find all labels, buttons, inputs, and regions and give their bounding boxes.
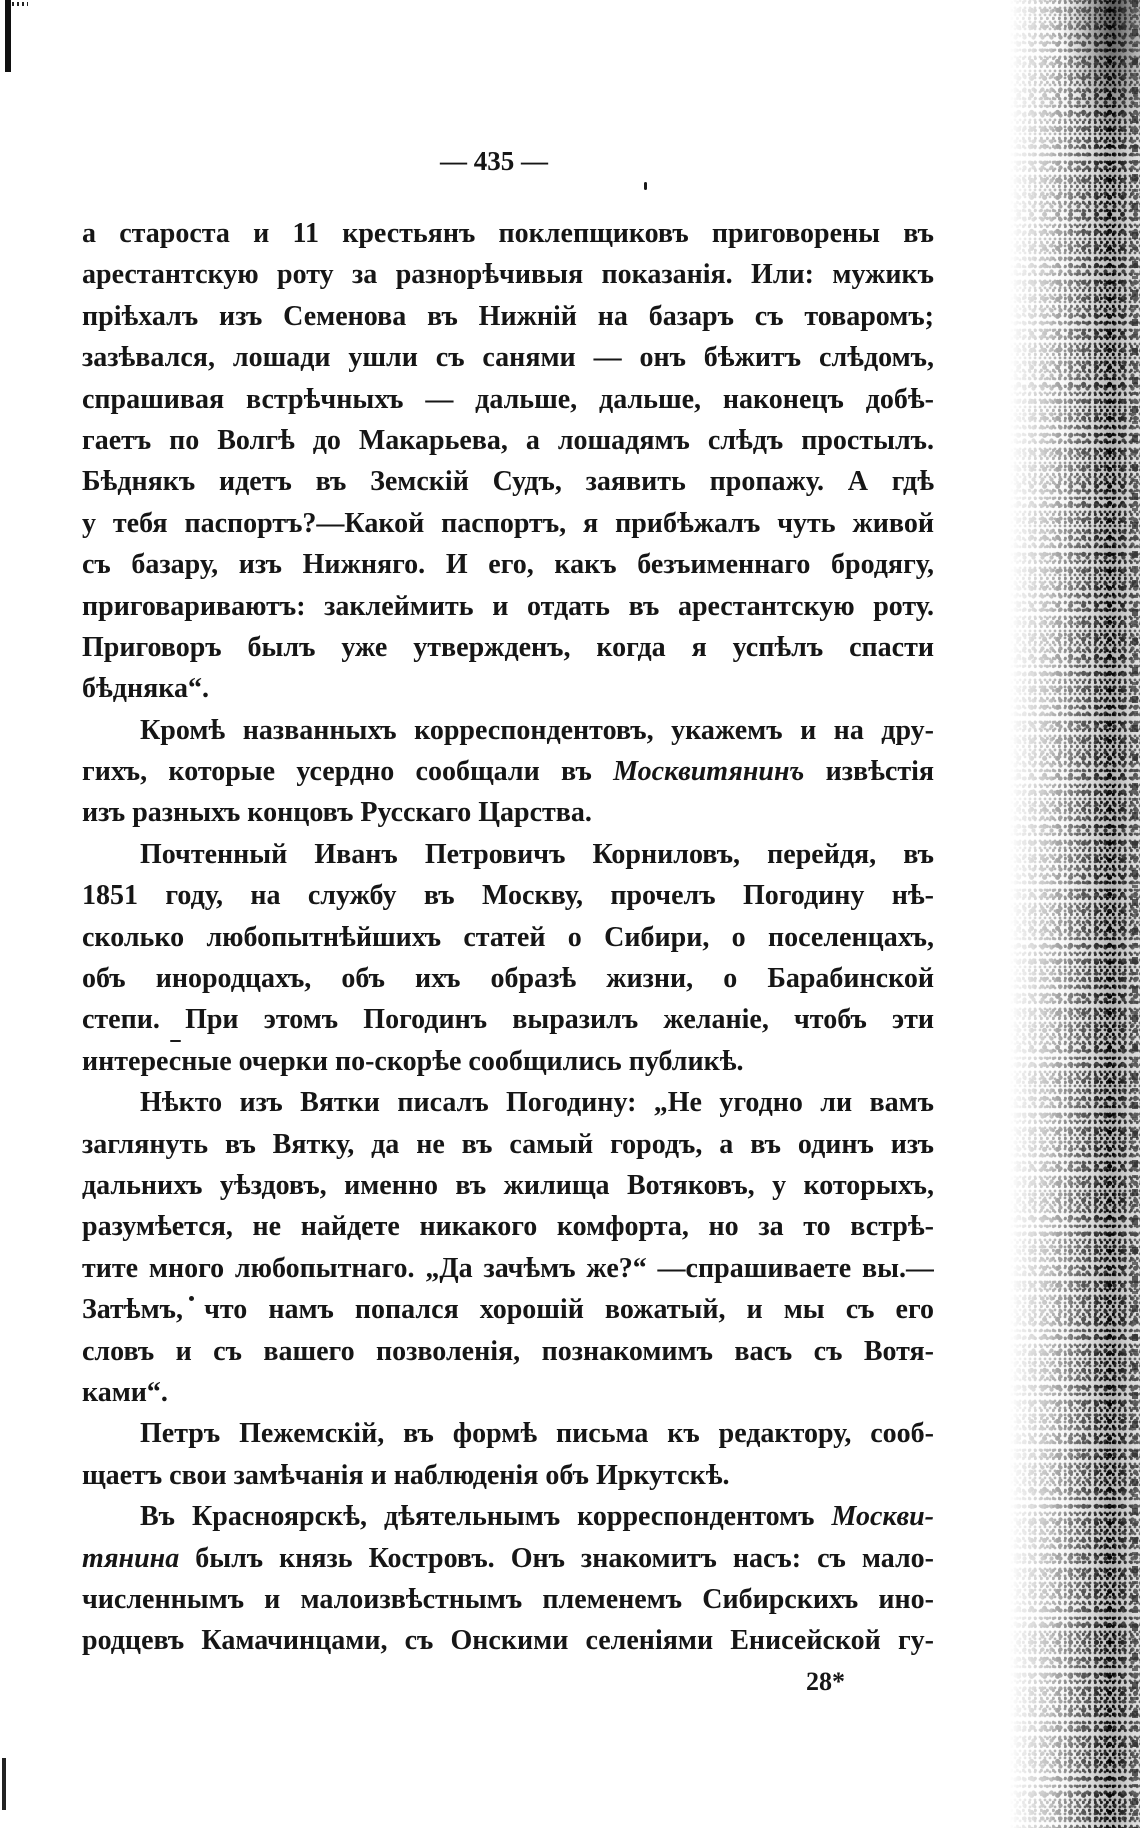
text-segment: гихъ, которые усердно сообщали въ <box>82 756 614 788</box>
periodical-title-italic: тянина <box>82 1542 180 1574</box>
text-line: Бѣднякъ идетъ въ Земскій Судъ, заявить пропажу. А гдѣ <box>82 466 934 498</box>
text-line: бѣдняка“. <box>82 673 209 705</box>
paragraph <box>82 710 934 834</box>
text-line: разумѣется, не найдете никакого комфорта, но за то встрѣ- <box>82 1211 934 1243</box>
text-line: ками“. <box>82 1376 168 1408</box>
text-line: у тебя паспортъ?—Какой паспортъ, я прибѣжалъ чуть живой <box>82 507 934 539</box>
paragraph <box>82 1413 934 1496</box>
text-line: интересные очерки по-скорѣе сообщились публикѣ. <box>82 1045 744 1077</box>
text-line: съ базару, изъ Нижняго. И его, какъ безъименнаго бродягу, <box>82 549 934 581</box>
text-line: родцевъ Камачинцами, съ Онскими селеніями Енисейской гу- <box>82 1625 934 1657</box>
text-line: Нѣкто изъ Вятки писалъ Погодину: „Не угодно ли вамъ <box>140 1087 934 1119</box>
text-line: а староста и 11 крестьянъ поклепщиковъ приговорены въ <box>82 218 934 249</box>
text-line: заглянуть въ Вятку, да не въ самый городъ, а въ одинъ изъ <box>82 1128 934 1160</box>
text-line: тите много любопытнаго. „Да зачѣмъ же?“ —спрашиваете вы.— <box>82 1252 934 1284</box>
body-text <box>82 213 934 1662</box>
text-line: зазѣвался, лошади ушли съ санями — онъ бѣжитъ слѣдомъ, <box>82 342 934 374</box>
text-segment: извѣстія <box>804 756 934 788</box>
scan-speck <box>644 182 647 190</box>
text-line <box>82 1496 934 1537</box>
periodical-title-italic: Москви- <box>831 1501 934 1533</box>
page-number-header: — 435 — <box>440 146 548 176</box>
text-line: Кромѣ названныхъ корреспондентовъ, укажемъ и на дру- <box>140 714 934 746</box>
text-line: пріѣхалъ изъ Семенова въ Нижній на базаръ съ товаромъ; <box>82 300 934 332</box>
paragraph <box>82 1496 934 1662</box>
text-line: объ инородцахъ, объ ихъ образѣ жизни, о Барабинской <box>82 963 934 995</box>
scan-corner-dots <box>12 2 28 6</box>
scan-edge-shadow <box>1010 0 1140 1828</box>
text-line: изъ разныхъ концовъ Русскаго Царства. <box>82 797 592 829</box>
scan-edge-streaks <box>1132 0 1138 1828</box>
periodical-title-italic: Москвитянинъ <box>613 756 805 788</box>
text-segment: былъ князь Костровъ. Онъ знакомитъ насъ: съ мало- <box>179 1542 934 1574</box>
printer-signature-mark: 28* <box>806 1667 845 1696</box>
text-line: численнымъ и малоизвѣстнымъ племенемъ Сибирскихъ ино- <box>82 1583 934 1615</box>
text-line: степи. При этомъ Погодинъ выразилъ желаніе, чтобъ эти <box>82 1004 934 1036</box>
text-line: щаетъ свои замѣчанія и наблюденія объ Иркутскѣ. <box>82 1459 730 1491</box>
text-line: спрашивая встрѣчныхъ — дальше, дальше, наконецъ добѣ- <box>82 383 934 415</box>
scan-bottom-mark <box>2 1758 6 1810</box>
text-line: Затѣмъ, что намъ попался хорошій вожатый, и мы съ его <box>82 1294 934 1326</box>
text-line <box>82 1538 934 1579</box>
text-line: арестантскую роту за разнорѣчивыя показанія. Или: мужикъ <box>82 259 934 291</box>
text-line <box>82 751 934 792</box>
scan-corner-mark <box>5 0 11 72</box>
text-line: 1851 году, на службу въ Москву, прочелъ Погодину нѣ- <box>82 880 934 912</box>
text-line: Почтенный Иванъ Петровичъ Корниловъ, перейдя, въ <box>140 838 934 870</box>
paragraph <box>82 1082 934 1413</box>
text-line: словъ и съ вашего позволенія, познакомимъ васъ съ Вотя- <box>82 1335 934 1367</box>
text-line: сколько любопытнѣйшихъ статей о Сибири, о поселенцахъ, <box>82 921 934 953</box>
paragraph <box>82 213 934 710</box>
text-line: приговариваютъ: заклеймить и отдать въ арестантскую роту. <box>82 590 934 622</box>
text-line: дальнихъ уѣздовъ, именно въ жилища Вотяковъ, у которыхъ, <box>82 1169 934 1201</box>
text-line: гаетъ по Волгѣ до Макарьева, а лошадямъ слѣдъ простылъ. <box>82 424 934 456</box>
text-line: Приговоръ былъ уже утвержденъ, когда я успѣлъ спасти <box>82 631 934 663</box>
text-segment: Въ Красноярскѣ, дѣятельнымъ корреспондентомъ <box>140 1501 832 1533</box>
paragraph <box>82 834 934 1082</box>
text-line: Петръ Пежемскій, въ формѣ письма къ редактору, сооб- <box>140 1418 934 1450</box>
